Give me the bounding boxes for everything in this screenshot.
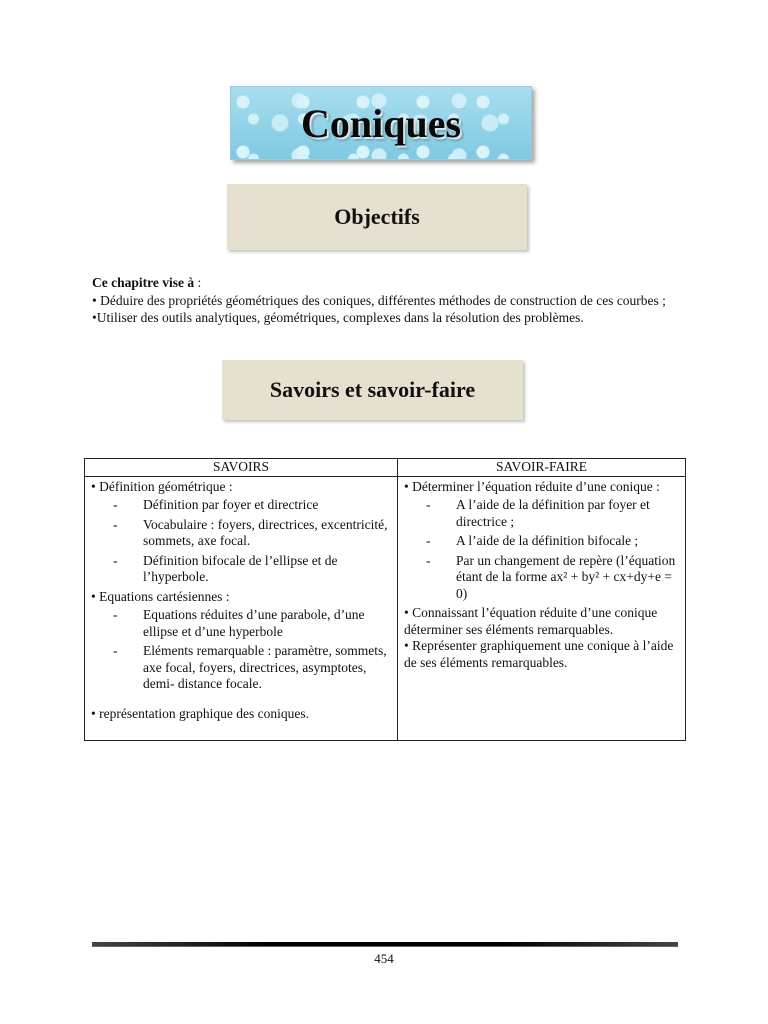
savoirs-bullet-1: • Définition géométrique :: [91, 478, 233, 494]
savoirs-bullet-2: • Equations cartésiennes :: [91, 588, 230, 604]
list-item: [91, 497, 391, 514]
spacer: [91, 696, 391, 706]
savoirs-cell: [85, 476, 398, 741]
savoir-faire-bullet-2: • Connaissant l’équation réduite d’une conique déterminer ses éléments remarquables.: [404, 605, 658, 637]
list-item: [404, 533, 679, 550]
list-item: [91, 517, 391, 550]
list-item-text: Par un changement de repère (l’équation étant de la forme ax² + by² + cx+dy+e = 0): [456, 552, 676, 601]
dash-marker: -: [426, 552, 431, 568]
dash-marker: -: [113, 552, 118, 568]
dash-marker: -: [426, 497, 431, 512]
list-item-text: Définition bifocale de l’ellipse et de l’hyperbole.: [143, 552, 338, 584]
intro-lead-suffix: :: [194, 275, 202, 290]
dash-marker: -: [113, 497, 118, 512]
savoir-faire-bullet-1: • Déterminer l’équation réduite d’une conique :: [404, 478, 660, 494]
chapter-title-banner: [230, 86, 532, 160]
footer-rule-thin: [92, 946, 678, 947]
savoir-faire-bullet-3: • Représenter graphiquement une conique à l’aide de ses éléments remarquables.: [404, 638, 674, 670]
list-item-text: Equations réduites d’une parabole, d’une ellipse et d’une hyperbole: [143, 607, 365, 639]
savoirs-sublist-1: [91, 497, 391, 586]
table-header-row: [85, 459, 686, 477]
savoirs-heading-box: [222, 360, 523, 420]
intro-line-1: • Déduire des propriétés géométriques des coniques, différentes méthodes de construction de ces courbes ;: [92, 292, 666, 308]
dash-marker: -: [113, 643, 118, 658]
skills-table: [84, 458, 686, 741]
table-body-row: [85, 476, 686, 741]
dash-marker: -: [113, 607, 118, 622]
chapter-title: Coniques: [300, 100, 462, 146]
list-item: [404, 497, 679, 530]
savoir-faire-sublist-1: [404, 497, 679, 602]
savoirs-bullet-3: • représentation graphique des coniques.: [91, 705, 310, 721]
objectifs-heading-box: [227, 184, 527, 250]
header-savoir-faire: SAVOIR-FAIRE: [398, 459, 686, 477]
list-item-text: A l’aide de la définition bifocale ;: [456, 533, 639, 548]
intro-line-2: •Utiliser des outils analytiques, géométriques, complexes dans la résolution des problèmes.: [92, 310, 584, 325]
list-item: [91, 643, 391, 693]
intro-lead: Ce chapitre vise à: [92, 275, 195, 290]
list-item: [91, 607, 391, 640]
header-savoirs: SAVOIRS: [85, 459, 398, 477]
list-item-text: Vocabulaire : foyers, directrices, excentricité, sommets, axe focal.: [143, 516, 388, 548]
objectifs-heading: Objectifs: [334, 204, 420, 229]
intro-lead-line: [92, 274, 682, 292]
list-item-text: Définition par foyer et directrice: [143, 497, 319, 512]
savoirs-heading: Savoirs et savoir-faire: [269, 377, 476, 402]
list-item: [404, 553, 679, 603]
page-number: 454: [374, 951, 394, 966]
list-item-text: Eléments remarquable : paramètre, sommets, axe focal, foyers, directrices, asymptotes, demi- distance focale.: [143, 643, 387, 691]
savoirs-sublist-2: [91, 607, 391, 693]
dash-marker: -: [113, 516, 118, 532]
list-item-text: A l’aide de la définition par foyer et directrice ;: [456, 497, 650, 529]
dash-marker: -: [426, 533, 431, 548]
list-item: [91, 553, 391, 586]
savoir-faire-cell: [398, 476, 686, 741]
intro-paragraph: [92, 274, 682, 327]
